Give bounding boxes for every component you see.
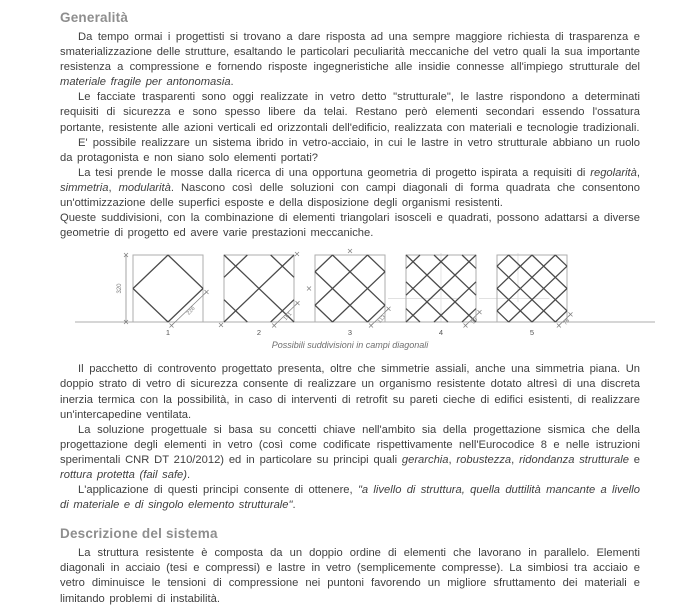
lattice-diagonal — [168, 255, 203, 289]
lattice-diagonal — [168, 289, 203, 323]
text-run: Le facciate trasparenti sono oggi realizzate in vetro detto "strutturale", le lastre rispondono a determinati requisiti di sicurezza e sono spesso libere da telai. Restano però elementi secondari essendo l'ossatura portante, resistente alle azioni verticali ed orizzontali dell'edificio, realizzata con materiali e tecnologie tradizionali. — [60, 91, 640, 134]
text-run: , — [511, 453, 520, 466]
text-run: . — [292, 499, 296, 512]
text-run: . — [187, 468, 191, 481]
italic-text-run: gerarchia — [401, 453, 449, 466]
text-run: La struttura resistente è composta da un doppio ordine di elementi che lavorano in parallelo. Elementi diagonali in acciaio (tesi e compressi) e lastre in vetro (semplicemente compresse). La simbiosi tra acciaio e vetro diminuisce le tensioni di compressione nei puntoni favorendo un migliore sfruttamento dei materiali e limitando problemi di instabilità. — [60, 547, 640, 605]
lattice-diagonal — [497, 255, 555, 311]
italic-text-run: materiale fragile per antonomasia — [60, 76, 231, 89]
text-run: Queste suddivisioni, con la combinazione di elementi triangolari isosceli e quadrati, possono adattarsi a diverse geometrie di progetto ed avere varie prestazioni meccaniche. — [60, 212, 640, 240]
lattice-diagonal — [133, 289, 168, 323]
diagonal-dimension-label: 75 — [562, 318, 572, 327]
diagonal-dimension-label: 226 — [185, 305, 197, 317]
panel-number: 5 — [529, 328, 535, 338]
text-run: La soluzione progettuale si basa su concetti chiave nell'ambito sia della progettazione sismica che della progettazione degli elementi in vetro (così come codificate rispettivamente nell'Eurocodice 8 e nelle istruzioni sperimentali CNR DT 210/2012) ed in particolare su principi quali — [60, 423, 640, 466]
lattice-diagonal — [555, 255, 567, 266]
lattice-diagonal — [368, 255, 386, 272]
italic-text-run: robustezza — [456, 453, 512, 466]
text-run: Il pacchetto di controvento progettato presenta, oltre che simmetrie assiali, anche una simmetria piana. Un doppio strato di vetro di sicurezza consente di realizzare un organismo resistente dotato altresì di una discreta inerzia termica con la possibilità, in caso di interventi di retrofit su pareti cieche di edifici esistenti, di realizzare un'intercapedine ventilata. — [60, 363, 640, 421]
lattice-diagonal — [497, 266, 555, 322]
paragraph-resistant-structure — [60, 546, 640, 606]
figure-caption: Possibili suddivisioni in campi diagonali — [271, 340, 429, 351]
italic-text-run: simmetria — [60, 181, 109, 194]
text-run: , — [108, 181, 119, 194]
height-dimension-label: 320 — [117, 283, 123, 294]
text-run: . — [230, 76, 234, 89]
text-run: , — [448, 453, 457, 466]
italic-text-run: modularità — [118, 181, 171, 194]
panel-number: 3 — [347, 328, 353, 338]
lattice-diagonal — [315, 306, 333, 323]
figure-diagonal-subdivisions — [60, 251, 640, 350]
heading-generalita: Generalità — [60, 10, 129, 25]
diagonal-dimension-label: 113 — [376, 314, 388, 326]
paragraph-thesis-geometry — [60, 166, 640, 211]
text-run: e — [628, 453, 640, 466]
paragraph-transparency — [60, 30, 640, 90]
panel-border — [497, 255, 567, 322]
diagonal-dimension-label: 90 — [470, 317, 480, 326]
text-run: , — [636, 166, 640, 179]
paragraph-bracing-package — [60, 362, 640, 422]
lattice-diagonal — [509, 255, 567, 311]
heading-descrizione-sistema: Descrizione del sistema — [60, 526, 218, 542]
panel-border — [315, 255, 385, 322]
panel-number: 1 — [165, 328, 171, 338]
document-page — [60, 0, 640, 607]
lattice-diagonal — [509, 266, 567, 322]
text-run: E' possibile realizzare un sistema ibrido in vetro-acciaio, in cui le lastre in vetro strutturale abbiano un ruolo da protagonista e non siano solo elementi portati? — [60, 136, 640, 164]
italic-text-run: rottura protetta (fail safe) — [60, 468, 187, 481]
panel-number: 4 — [438, 328, 444, 338]
italic-text-run: regolarità — [590, 166, 637, 179]
panel-number: 2 — [256, 328, 262, 338]
text-run: L'applicazione di questi principi consente di ottenere, — [78, 484, 358, 497]
lattice-diagonal — [497, 311, 509, 322]
paragraph-hybrid-question — [60, 136, 640, 166]
text-run: . Nascono così delle soluzioni con campi diagonali di forma quadrata che consentono un'ottimizzazione delle superfici esposte e della disposizione degli organismi resistenti. — [60, 181, 640, 210]
diagonal-panels-drawing — [60, 251, 660, 339]
lattice-diagonal — [315, 255, 333, 272]
paragraph-design-concepts — [60, 423, 640, 483]
text-run: Da tempo ormai i progettisti si trovano a dare risposta ad una sempre maggiore richiesta di trasparenza e smaterializzazione delle strutture, esaltando le particolari peculiarità meccaniche del vetro quali la sua importante resistenza a compressione e fornendo risposte ingegneristiche alle insidie connesse all'impiego strutturale del — [60, 31, 640, 74]
paragraph-facades — [60, 90, 640, 135]
paragraph-principles-application — [60, 483, 640, 513]
lattice-diagonal — [497, 255, 509, 266]
text-run: La tesi prende le mosse dalla ricerca di una opportuna geometria di progetto ispirata a requisiti di — [78, 166, 591, 179]
italic-text-run: "a livello di struttura, quella duttilità mancante a livello di materiale e di singolo elemento strutturale" — [60, 484, 640, 512]
paragraph-subdivisions — [60, 211, 640, 241]
italic-text-run: ridondanza strutturale — [519, 453, 629, 466]
lattice-diagonal — [133, 255, 168, 289]
diagonal-dimension-label: 151 — [282, 311, 294, 323]
